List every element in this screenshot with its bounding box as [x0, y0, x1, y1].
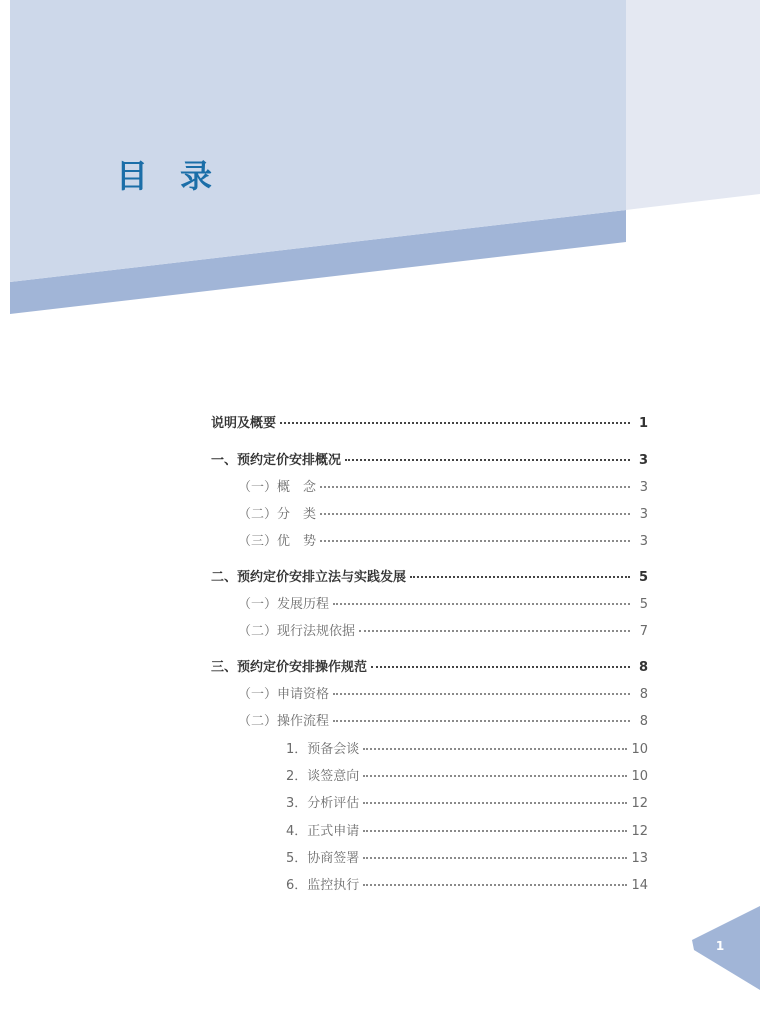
toc-entry-page-number: 5: [639, 597, 648, 612]
toc-entry-page-number: 10: [631, 769, 648, 784]
toc-entry-label: 1．预备会谈: [286, 742, 360, 757]
toc-entry-page-number: 8: [639, 714, 648, 729]
toc-entry-page-number: 3: [639, 507, 648, 522]
toc-entry-label: （二）现行法规依据: [238, 624, 356, 639]
toc-entry-page-number: 13: [631, 851, 648, 866]
toc-entry-page-number: 12: [631, 824, 648, 839]
toc-entry-label: 6．监控执行: [286, 878, 360, 893]
toc-entry-page-number: 3: [639, 480, 648, 495]
toc-entry-label: 4．正式申请: [286, 824, 360, 839]
page-number: 1: [715, 939, 725, 953]
toc-entry-label: （一）概 念: [238, 480, 317, 495]
toc-entry-label: （二）分 类: [238, 507, 317, 522]
toc-entry-page-number: 7: [639, 624, 648, 639]
toc-entry-label: 2．谈签意向: [286, 769, 360, 784]
toc-entry-page-number: 3: [639, 534, 648, 549]
page-title-char: 录: [180, 157, 213, 195]
toc-entry-label: （二）操作流程: [238, 714, 330, 729]
toc-entry-page-number: 1: [638, 416, 648, 431]
toc-entry-label: 5．协商签署: [286, 851, 360, 866]
toc-entry-label: 三、预约定价安排操作规范: [211, 660, 368, 675]
toc-entry-page-number: 5: [638, 570, 648, 585]
toc-entry-label: 一、预约定价安排概况: [211, 453, 342, 468]
toc-entry-label: 3．分析评估: [286, 796, 360, 811]
toc-entry-page-number: 8: [639, 687, 648, 702]
toc-entry-label: （一）申请资格: [238, 687, 330, 702]
toc-entry-label: （三）优 势: [238, 534, 317, 549]
toc-entry-label: （一）发展历程: [238, 597, 330, 612]
toc-entry-page-number: 12: [631, 796, 648, 811]
toc-entry-page-number: 3: [638, 453, 648, 468]
page-title-char: 目: [116, 157, 149, 195]
toc-entry-page-number: 14: [631, 878, 648, 893]
toc-entry-page-number: 10: [631, 742, 648, 757]
toc-entry-page-number: 8: [638, 660, 648, 675]
toc-entry-label: 说明及概要: [211, 416, 277, 431]
toc-entry-label: 二、预约定价安排立法与实践发展: [211, 570, 407, 585]
